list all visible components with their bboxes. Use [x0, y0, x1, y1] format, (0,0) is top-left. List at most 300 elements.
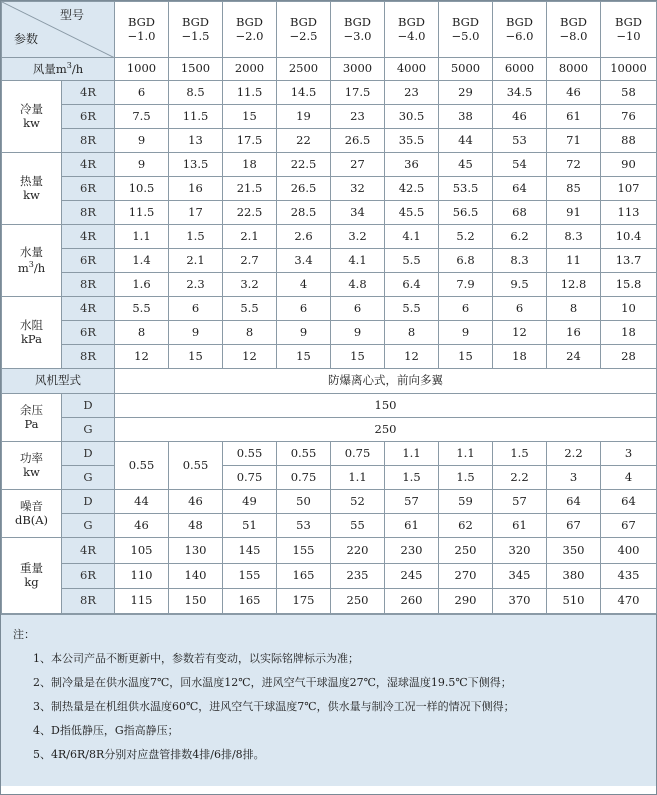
table-cell: 64 [601, 490, 657, 514]
row-sublabel: G [62, 514, 115, 538]
table-cell: 10.5 [115, 177, 169, 201]
cooling-name: 冷量 [20, 102, 43, 117]
model-name: BGD [614, 15, 643, 30]
row-sublabel: 8R [62, 345, 115, 369]
model-header [223, 2, 277, 58]
table-cell: 9 [439, 321, 493, 345]
table-cell: 59 [439, 490, 493, 514]
table-cell: 46 [547, 81, 601, 105]
table-cell: 55 [331, 514, 385, 538]
table-cell: 155 [277, 538, 331, 564]
table-cell: 23 [385, 81, 439, 105]
table-row [2, 58, 657, 81]
model-name: BGD [181, 15, 210, 30]
table-cell: 380 [547, 564, 601, 589]
table-cell: 10000 [601, 58, 657, 81]
row-sublabel: 8R [62, 589, 115, 614]
table-cell: 13 [169, 129, 223, 153]
model-header-label: 型号 [60, 8, 85, 22]
model-header [601, 2, 657, 58]
table-cell: 12 [385, 345, 439, 369]
table-cell: 57 [493, 490, 547, 514]
table-cell: 85 [547, 177, 601, 201]
row-sublabel: D [62, 394, 115, 418]
table-cell: 4.1 [385, 225, 439, 249]
table-cell: 8 [223, 321, 277, 345]
table-cell: 165 [223, 589, 277, 614]
table-cell: 18 [601, 321, 657, 345]
table-cell: 4 [277, 273, 331, 297]
model-header [169, 2, 223, 58]
table-cell: 12.8 [547, 273, 601, 297]
table-cell: 13.7 [601, 249, 657, 273]
spec-table [1, 1, 657, 614]
table-cell: 44 [439, 129, 493, 153]
table-cell: 2.2 [547, 442, 601, 466]
table-cell: 27 [331, 153, 385, 177]
model-size: −6.0 [505, 28, 534, 43]
table-cell: 30.5 [385, 105, 439, 129]
water-label [2, 225, 62, 297]
resistance-name: 水阻 [20, 318, 43, 333]
table-cell: 64 [493, 177, 547, 201]
table-cell: 345 [493, 564, 547, 589]
table-cell: 17.5 [331, 81, 385, 105]
table-cell: 1.1 [439, 442, 493, 466]
table-cell: 1.5 [439, 466, 493, 490]
model-size: −5.0 [451, 28, 480, 43]
table-cell: 8.5 [169, 81, 223, 105]
model-size: −3.0 [343, 28, 372, 43]
table-row [2, 249, 657, 273]
table-cell: 7.5 [115, 105, 169, 129]
table-cell: 21.5 [223, 177, 277, 201]
table-cell: 16 [169, 177, 223, 201]
model-size: −1.0 [127, 28, 156, 43]
table-row [2, 514, 657, 538]
table-cell: 11.5 [169, 105, 223, 129]
table-cell: 145 [223, 538, 277, 564]
table-cell: 140 [169, 564, 223, 589]
table-cell: 1.5 [493, 442, 547, 466]
table-row [2, 2, 657, 58]
table-cell: 1.1 [331, 466, 385, 490]
note-item: 3、制热量是在机组供水温度60℃，进风空气干球温度7℃，供水量与制冷工况一样的情况下侧得； [33, 700, 515, 713]
heating-unit: kw [23, 187, 40, 202]
table-cell: 3.2 [223, 273, 277, 297]
table-cell: 2.7 [223, 249, 277, 273]
table-cell: 6.2 [493, 225, 547, 249]
notes-title: 注： [13, 628, 35, 641]
weight-name: 重量 [20, 561, 43, 576]
airflow-label-unit: /h [71, 62, 84, 77]
table-cell: 107 [601, 177, 657, 201]
table-cell: 48 [169, 514, 223, 538]
pressure-unit: Pa [24, 416, 39, 431]
table-cell: 165 [277, 564, 331, 589]
table-cell: 18 [493, 345, 547, 369]
heating-label [2, 153, 62, 225]
table-row [2, 105, 657, 129]
table-cell: 1.6 [115, 273, 169, 297]
model-size: −10 [616, 28, 641, 43]
model-name: BGD [397, 15, 426, 30]
table-cell: 8 [385, 321, 439, 345]
table-cell: 110 [115, 564, 169, 589]
table-cell: 51 [223, 514, 277, 538]
table-cell: 2.1 [169, 249, 223, 273]
table-cell: 28.5 [277, 201, 331, 225]
airflow-label-text: 风量m [32, 62, 67, 77]
table-cell: 15 [277, 345, 331, 369]
table-cell: 10 [601, 297, 657, 321]
table-cell: 16 [547, 321, 601, 345]
table-row [2, 153, 657, 177]
table-cell: 62 [439, 514, 493, 538]
table-cell: 435 [601, 564, 657, 589]
table-cell: 1.5 [169, 225, 223, 249]
model-name: BGD [235, 15, 264, 30]
table-cell: 11.5 [223, 81, 277, 105]
table-cell: 9 [115, 153, 169, 177]
row-sublabel: 6R [62, 177, 115, 201]
table-cell: 6000 [493, 58, 547, 81]
table-row [2, 564, 657, 589]
table-cell: 45 [439, 153, 493, 177]
table-cell: 23 [331, 105, 385, 129]
pressure-name: 余压 [20, 403, 43, 418]
model-name: BGD [451, 15, 480, 30]
table-cell: 24 [547, 345, 601, 369]
table-cell: 6.4 [385, 273, 439, 297]
noise-unit: dB(A) [14, 512, 49, 527]
pressure-label [2, 394, 62, 442]
table-cell: 6 [169, 297, 223, 321]
header-corner-cell [2, 2, 115, 58]
power-name: 功率 [20, 451, 43, 466]
pressure-value: 150 [115, 394, 657, 418]
table-cell: 0.55 [115, 442, 169, 490]
table-cell: 15 [223, 105, 277, 129]
table-row [2, 81, 657, 105]
table-cell: 115 [115, 589, 169, 614]
table-cell: 91 [547, 201, 601, 225]
note-item: 5、4R/6R/8R分别对应盘管排数4排/6排/8排。 [33, 748, 265, 761]
table-cell: 3 [547, 466, 601, 490]
table-cell: 6 [115, 81, 169, 105]
note-item: 2、制冷量是在供水温度7℃，回水温度12℃，进风空气干球温度27℃，湿球温度19.5℃下侧得； [33, 676, 512, 689]
table-cell: 68 [493, 201, 547, 225]
table-cell: 6 [331, 297, 385, 321]
table-cell: 19 [277, 105, 331, 129]
table-row [2, 369, 657, 394]
table-cell: 8 [115, 321, 169, 345]
table-cell: 15 [439, 345, 493, 369]
heating-name: 热量 [20, 174, 43, 189]
row-sublabel: G [62, 418, 115, 442]
table-cell: 290 [439, 589, 493, 614]
table-cell: 45.5 [385, 201, 439, 225]
table-cell: 5000 [439, 58, 493, 81]
table-cell: 105 [115, 538, 169, 564]
table-cell: 22 [277, 129, 331, 153]
row-sublabel: 6R [62, 564, 115, 589]
table-cell: 0.75 [223, 466, 277, 490]
model-header [493, 2, 547, 58]
row-sublabel: 6R [62, 249, 115, 273]
table-cell: 1500 [169, 58, 223, 81]
model-header [547, 2, 601, 58]
table-cell: 17.5 [223, 129, 277, 153]
table-cell: 8.3 [493, 249, 547, 273]
notes-section [1, 614, 656, 786]
model-header [331, 2, 385, 58]
table-cell: 9.5 [493, 273, 547, 297]
table-cell: 3.2 [331, 225, 385, 249]
table-cell: 270 [439, 564, 493, 589]
table-cell: 6 [439, 297, 493, 321]
row-sublabel: D [62, 490, 115, 514]
table-cell: 4.1 [331, 249, 385, 273]
table-cell: 1.5 [385, 466, 439, 490]
model-name: BGD [559, 15, 588, 30]
table-cell: 29 [439, 81, 493, 105]
row-sublabel: 4R [62, 81, 115, 105]
table-cell: 57 [385, 490, 439, 514]
table-cell: 12 [493, 321, 547, 345]
model-size: −8.0 [559, 28, 588, 43]
table-row [2, 201, 657, 225]
table-row [2, 273, 657, 297]
row-sublabel: 4R [62, 297, 115, 321]
table-cell: 13.5 [169, 153, 223, 177]
table-cell: 0.55 [169, 442, 223, 490]
table-cell: 3.4 [277, 249, 331, 273]
table-cell: 150 [169, 589, 223, 614]
table-row [2, 321, 657, 345]
table-cell: 32 [331, 177, 385, 201]
table-row [2, 589, 657, 614]
table-cell: 64 [547, 490, 601, 514]
table-cell: 58 [601, 81, 657, 105]
table-cell: 2.3 [169, 273, 223, 297]
airflow-label [2, 58, 115, 81]
row-sublabel: 8R [62, 201, 115, 225]
weight-label [2, 538, 62, 614]
row-sublabel: 8R [62, 273, 115, 297]
model-header [115, 2, 169, 58]
resistance-label [2, 297, 62, 369]
table-cell: 0.75 [331, 442, 385, 466]
table-cell: 9 [169, 321, 223, 345]
table-row [2, 345, 657, 369]
table-cell: 370 [493, 589, 547, 614]
table-cell: 5.5 [223, 297, 277, 321]
table-cell: 9 [115, 129, 169, 153]
table-cell: 28 [601, 345, 657, 369]
table-cell: 1.1 [115, 225, 169, 249]
water-name: 水量 [20, 245, 43, 260]
water-unit: $m^3/h$ [17, 259, 46, 275]
table-cell: 52 [331, 490, 385, 514]
table-cell: 250 [439, 538, 493, 564]
fan-type-value: 防爆离心式，前向多翼 [115, 369, 657, 394]
table-cell: 8000 [547, 58, 601, 81]
table-cell: 11 [547, 249, 601, 273]
row-sublabel: 4R [62, 538, 115, 564]
table-cell: 3000 [331, 58, 385, 81]
table-cell: 54 [493, 153, 547, 177]
table-cell: 0.75 [277, 466, 331, 490]
model-header [277, 2, 331, 58]
table-cell: 34 [331, 201, 385, 225]
table-cell: 76 [601, 105, 657, 129]
table-cell: 18 [223, 153, 277, 177]
row-sublabel: D [62, 442, 115, 466]
table-cell: 50 [277, 490, 331, 514]
table-cell: 4 [601, 466, 657, 490]
table-cell: 53 [493, 129, 547, 153]
table-cell: 400 [601, 538, 657, 564]
model-size: −2.0 [235, 28, 264, 43]
table-cell: 90 [601, 153, 657, 177]
table-cell: 67 [547, 514, 601, 538]
model-name: BGD [289, 15, 318, 30]
table-row [2, 297, 657, 321]
table-row [2, 177, 657, 201]
table-cell: 1000 [115, 58, 169, 81]
table-cell: 42.5 [385, 177, 439, 201]
table-cell: 5.5 [115, 297, 169, 321]
model-header [385, 2, 439, 58]
table-cell: 15 [169, 345, 223, 369]
table-cell: 350 [547, 538, 601, 564]
table-cell: 46 [115, 514, 169, 538]
weight-unit: kg [24, 574, 39, 589]
model-name: BGD [343, 15, 372, 30]
table-cell: 8.3 [547, 225, 601, 249]
power-unit: kw [23, 464, 40, 479]
table-cell: 4000 [385, 58, 439, 81]
model-size: −1.5 [181, 28, 210, 43]
model-name: BGD [127, 15, 156, 30]
fan-label: 风机型式 [2, 369, 115, 394]
table-cell: 56.5 [439, 201, 493, 225]
table-cell: 2500 [277, 58, 331, 81]
table-row [2, 225, 657, 249]
row-sublabel: G [62, 466, 115, 490]
model-size: −4.0 [397, 28, 426, 43]
table-cell: 4.8 [331, 273, 385, 297]
table-cell: 44 [115, 490, 169, 514]
table-row [2, 466, 657, 490]
table-row [2, 442, 657, 466]
table-cell: 9 [331, 321, 385, 345]
resistance-unit: kPa [20, 331, 43, 346]
table-cell: 6 [277, 297, 331, 321]
table-cell: 130 [169, 538, 223, 564]
table-cell: 510 [547, 589, 601, 614]
table-cell: 230 [385, 538, 439, 564]
table-cell: 22.5 [277, 153, 331, 177]
table-cell: 1.4 [115, 249, 169, 273]
table-cell: 88 [601, 129, 657, 153]
table-cell: 155 [223, 564, 277, 589]
table-cell: 26.5 [331, 129, 385, 153]
table-cell: 11.5 [115, 201, 169, 225]
table-row [2, 490, 657, 514]
table-cell: 235 [331, 564, 385, 589]
table-cell: 5.5 [385, 297, 439, 321]
note-item: 1、本公司产品不断更新中，参数若有变动，以实际铭牌标示为准； [33, 652, 359, 665]
table-cell: 71 [547, 129, 601, 153]
table-cell: 34.5 [493, 81, 547, 105]
cooling-label [2, 81, 62, 153]
table-cell: 250 [331, 589, 385, 614]
table-cell: 15 [331, 345, 385, 369]
table-cell: 0.55 [277, 442, 331, 466]
airflow-label-sup: 3 [66, 61, 72, 71]
table-row [2, 418, 657, 442]
table-cell: 320 [493, 538, 547, 564]
table-row [2, 538, 657, 564]
table-cell: 10.4 [601, 225, 657, 249]
table-cell: 35.5 [385, 129, 439, 153]
model-size: −2.5 [289, 28, 318, 43]
table-cell: 2000 [223, 58, 277, 81]
table-cell: 38 [439, 105, 493, 129]
table-cell: 36 [385, 153, 439, 177]
table-cell: 46 [493, 105, 547, 129]
table-cell: 14.5 [277, 81, 331, 105]
table-cell: 260 [385, 589, 439, 614]
table-cell: 61 [385, 514, 439, 538]
table-cell: 67 [601, 514, 657, 538]
noise-label [2, 490, 62, 538]
table-cell: 49 [223, 490, 277, 514]
table-cell: 220 [331, 538, 385, 564]
table-cell: 12 [115, 345, 169, 369]
table-cell: 2.6 [277, 225, 331, 249]
table-cell: 2.2 [493, 466, 547, 490]
table-cell: 61 [493, 514, 547, 538]
table-cell: 7.9 [439, 273, 493, 297]
model-header [439, 2, 493, 58]
table-cell: 26.5 [277, 177, 331, 201]
table-cell: 113 [601, 201, 657, 225]
table-cell: 175 [277, 589, 331, 614]
table-cell: 1.1 [385, 442, 439, 466]
table-cell: 15.8 [601, 273, 657, 297]
table-cell: 53 [277, 514, 331, 538]
row-sublabel: 6R [62, 321, 115, 345]
table-cell: 5.5 [385, 249, 439, 273]
table-cell: 2.1 [223, 225, 277, 249]
table-cell: 6 [493, 297, 547, 321]
cooling-unit: kw [23, 115, 40, 130]
row-sublabel: 4R [62, 153, 115, 177]
model-name: BGD [505, 15, 534, 30]
note-item: 4、D指低静压，G指高静压； [33, 724, 179, 737]
table-cell: 3 [601, 442, 657, 466]
pressure-value: 250 [115, 418, 657, 442]
table-cell: 61 [547, 105, 601, 129]
table-cell: 470 [601, 589, 657, 614]
table-cell: 46 [169, 490, 223, 514]
table-cell: 6.8 [439, 249, 493, 273]
table-cell: 53.5 [439, 177, 493, 201]
table-row [2, 394, 657, 418]
